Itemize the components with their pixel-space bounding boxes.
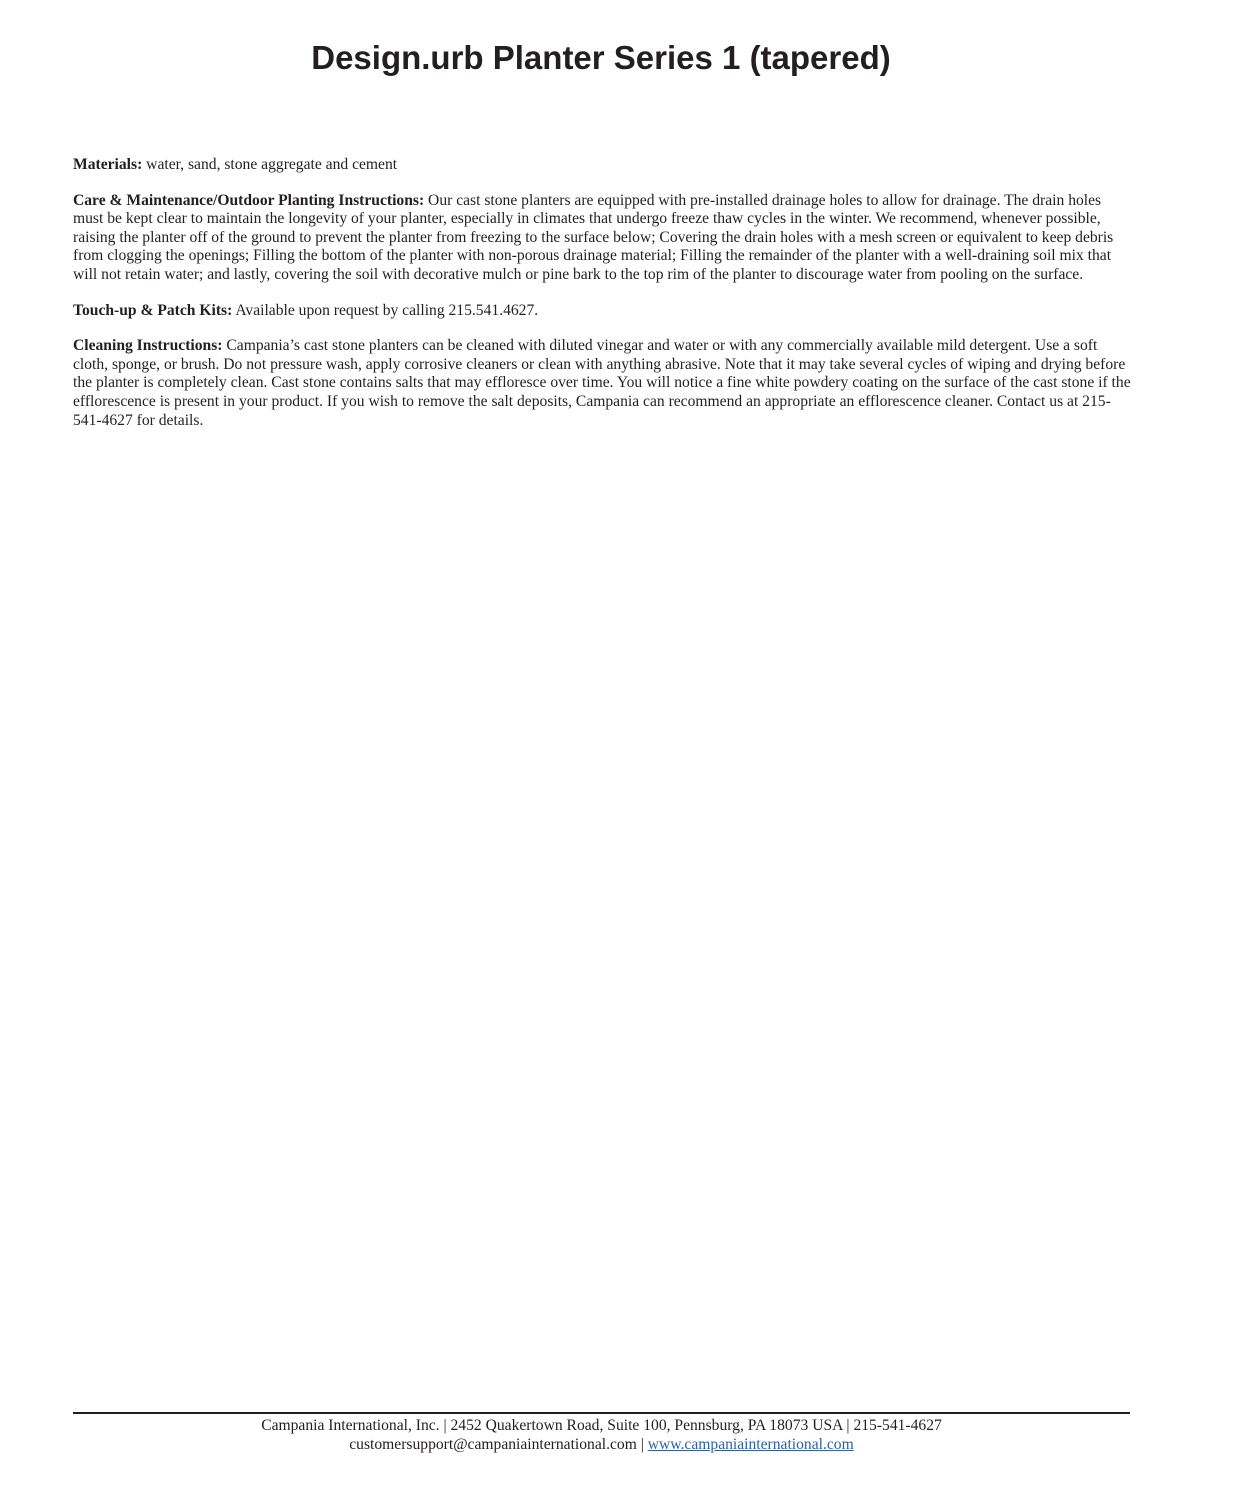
cleaning-instructions-section <box>73 337 1133 430</box>
touch-up-patch-kits-label: Touch-up & Patch Kits: <box>73 301 233 319</box>
cleaning-instructions-text: Campania’s cast stone planters can be cleaned with diluted vinegar and water or with any commercially available mild detergent. Use a soft cloth, sponge, or brush. Do not pressure wash, apply corrosive cleaners or clean with anything abrasive. Note that it may take several cycles of wiping and drying before the planter is completely clean. Cast stone contains salts that may effloresce over time. You will notice a fine white powdery coating on the surface of the cast stone if the efflorescence is present in your product. If you wish to remove the salt deposits, Campania can recommend an appropriate an efflorescence cleaner. Contact us at 215-541-4627 for details. <box>73 337 1131 429</box>
footer-contact-line <box>73 1436 1130 1455</box>
materials-section <box>73 156 1133 175</box>
website-link[interactable]: www.campaniainternational.com <box>647 1435 854 1453</box>
care-maintenance-section <box>73 192 1133 285</box>
materials-text: water, sand, stone aggregate and cement <box>142 156 398 173</box>
footer <box>73 1417 1130 1454</box>
care-maintenance-label: Care & Maintenance/Outdoor Planting Instructions: <box>73 191 425 209</box>
cleaning-instructions-label: Cleaning Instructions: <box>73 337 223 355</box>
materials-label: Materials: <box>73 156 143 173</box>
touch-up-patch-kits-text: Available upon request by calling 215.541.4627. <box>232 301 539 319</box>
footer-address: Campania International, Inc. | 2452 Quakertown Road, Suite 100, Pennsburg, PA 18073 USA | 215-541-4627 <box>261 1417 942 1434</box>
document-body <box>73 156 1133 447</box>
care-maintenance-text: Our cast stone planters are equipped with pre-installed drainage holes to allow for drainage. The drain holes must be kept clear to maintain the longevity of your planter, especially in climates that undergo freeze thaw cycles in the winter. We recommend, whenever possible, raising the planter off of the ground to prevent the planter from freezing to the surface below; Covering the drain holes with a mesh screen or equivalent to keep debris from clogging the openings; Filling the bottom of the planter with non-porous drainage material; Filling the remainder of the planter with a well-draining soil mix that will not retain water; and lastly, covering the soil with decorative mulch or pine bark to the top rim of the planter to discourage water from pooling on the surface. <box>73 191 1114 283</box>
page-title: Design.urb Planter Series 1 (tapered) <box>311 39 891 76</box>
footer-email: customersupport@campaniainternational.com | <box>349 1435 648 1453</box>
footer-divider <box>73 1412 1130 1414</box>
touch-up-patch-kits-section <box>73 302 1133 321</box>
